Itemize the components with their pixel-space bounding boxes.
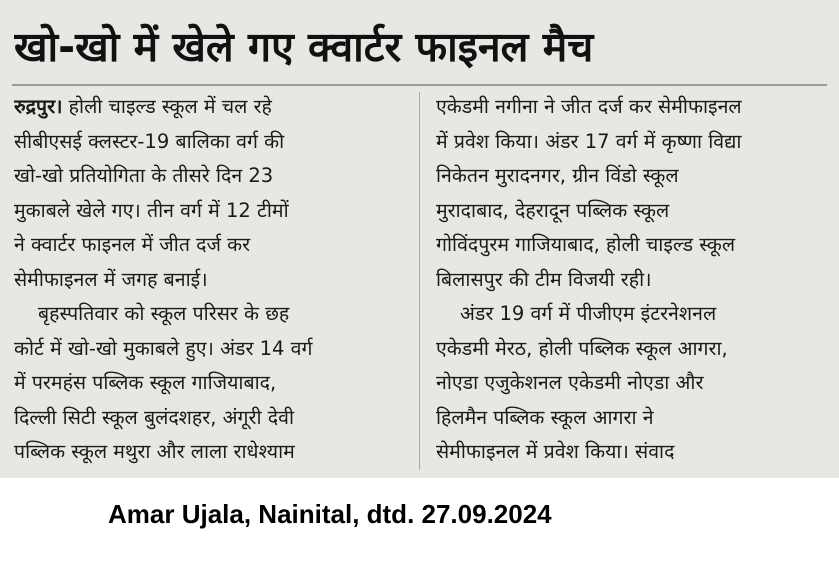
article-line: गोविंदपुरम गाजियाबाद, होली चाइल्ड स्कूल (436, 233, 736, 256)
article-line: हिलमैन पब्लिक स्कूल आगरा ने (436, 405, 654, 429)
article-line: अंडर 19 वर्ग में पीजीएम इंटरनेशनल (460, 302, 717, 325)
headline-rule (12, 84, 827, 86)
column-divider (419, 92, 420, 470)
article-line: बिलासपुर की टीम विजयी रही। (436, 267, 652, 291)
article-line: सेमीफाइनल में जगह बनाई। (14, 267, 208, 291)
article-line: बृहस्पतिवार को स्कूल परिसर के छह (38, 302, 290, 325)
article-column-right (436, 90, 828, 472)
article-line: पब्लिक स्कूल मथुरा और लाला राधेश्याम (14, 440, 295, 463)
headline: खो-खो में खेले गए क्वार्टर फाइनल मैच (14, 23, 594, 71)
article-line: निकेतन मुरादनगर, ग्रीन विंडो स्कूल (436, 164, 679, 187)
article-line: खो-खो प्रतियोगिता के तीसरे दिन 23 (14, 164, 274, 187)
article-line: दिल्ली सिटी स्कूल बुलंदशहर, अंगूरी देवी (14, 405, 295, 429)
source-caption: Amar Ujala, Nainital, dtd. 27.09.2024 (108, 499, 552, 529)
article-line: ने क्वार्टर फाइनल में जीत दर्ज कर (14, 233, 251, 256)
article-line: कोर्ट में खो-खो मुकाबले हुए। अंडर 14 वर्ग (14, 336, 313, 360)
article-line: सेमीफाइनल में प्रवेश किया। संवाद (436, 440, 675, 463)
dateline: रुद्रपुर। (14, 95, 63, 118)
article-line: मुरादाबाद, देहरादून पब्लिक स्कूल (436, 198, 670, 222)
article-line: एकेडमी नगीना ने जीत दर्ज कर सेमीफाइनल (436, 95, 742, 118)
article-column-left (14, 90, 404, 472)
article-line: में प्रवेश किया। अंडर 17 वर्ग में कृष्णा विद्या (436, 129, 742, 153)
article-line-text: होली चाइल्ड स्कूल में चल रहे (62, 95, 272, 118)
article-line: नोएडा एजुकेशनल एकेडमी नोएडा और (436, 371, 704, 394)
article-line: में परमहंस पब्लिक स्कूल गाजियाबाद, (14, 371, 277, 394)
article-line: सीबीएसई क्लस्टर-19 बालिका वर्ग की (14, 129, 285, 153)
article-line: मुकाबले खेले गए। तीन वर्ग में 12 टीमों (14, 198, 289, 222)
article-line: एकेडमी मेरठ, होली पब्लिक स्कूल आगरा, (436, 336, 728, 360)
article-line (14, 90, 404, 125)
